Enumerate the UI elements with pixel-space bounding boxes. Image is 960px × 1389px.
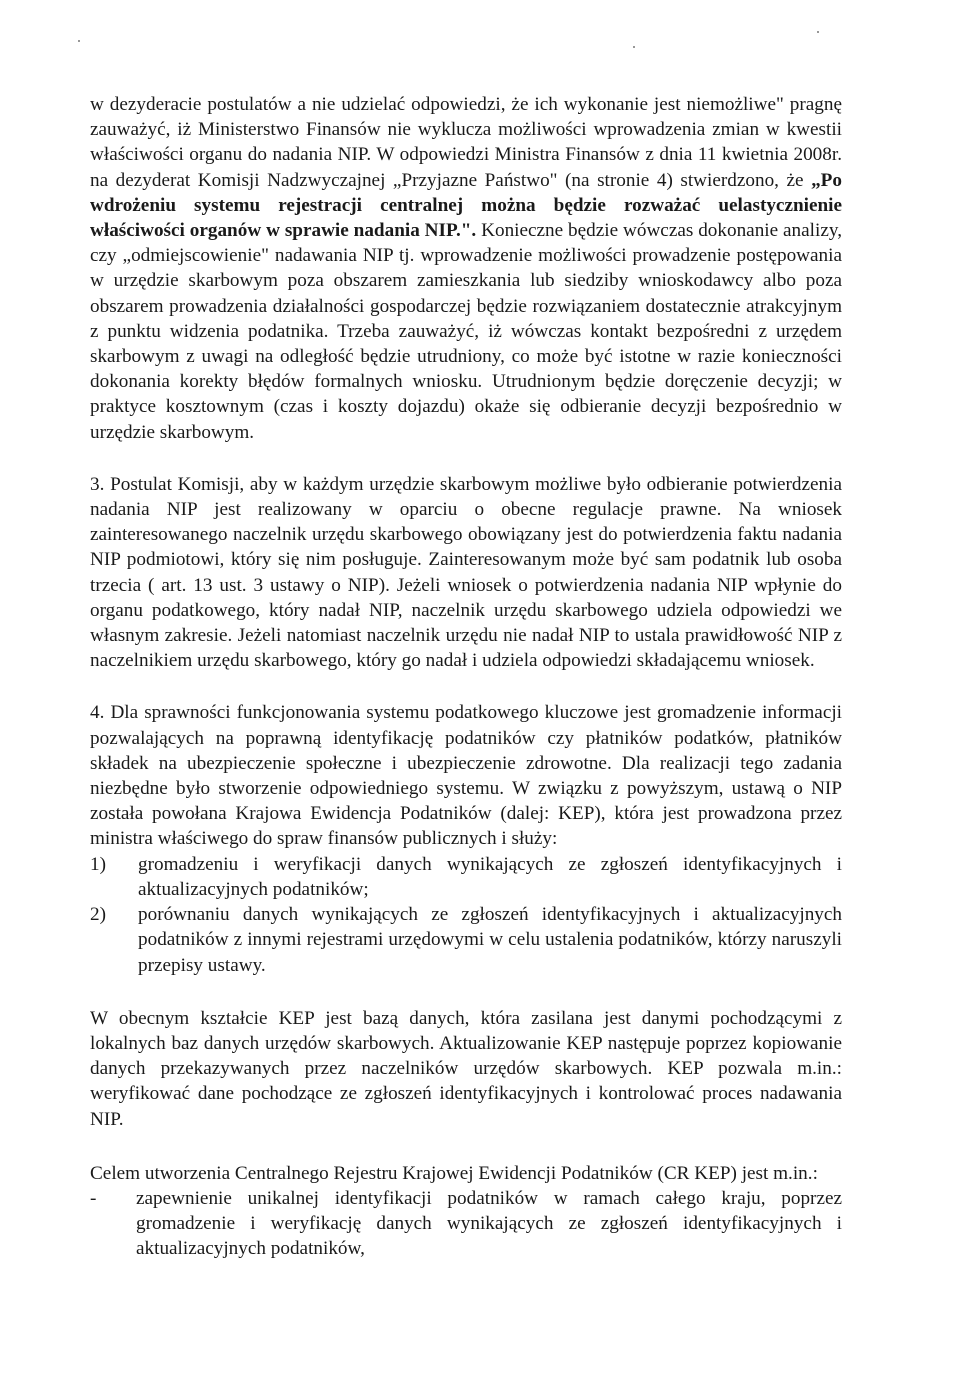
scan-speck [633, 46, 635, 48]
paragraph-kep: W obecnym kształcie KEP jest bazą danych, która zasilana jest danymi pochodzącymi z lokalnych baz danych urzędów skarbowych. Aktualizowanie KEP następuje poprzez kopiowanie danych przekazywanych przez naczelników urzędów skarbowych. KEP pozwala m.in.: weryfikować dane pochodzące ze zgłoszeń identyfikacyjnych i kontrolować proces nadawania NIP. [90, 1007, 842, 1130]
paragraph-cr-kep [90, 1161, 842, 1262]
document-body [90, 92, 842, 1262]
paragraph-1-lead: w dezyderacie postulatów a nie udzielać odpowiedzi, że ich wykonanie jest niemożliwe" pragnę zauważyć, iż Ministerstwo Finansów nie wyklucza możliwości wprowadzenia zmian w kwestii właściwości organu do nadania NIP. W odpowiedzi Ministra Finansów z dnia 11 kwietnia 2008r. na dezyderat Komisji Nadzwyczajnej „Przyjazne Państwo" (na stronie 4) stwierdzono, że [90, 94, 842, 191]
list-item [90, 852, 842, 902]
paragraph-cr-kep-intro: Celem utworzenia Centralnego Rejestru Krajowej Ewidencji Podatników (CR KEP) jest m.in.: [90, 1162, 818, 1184]
point-3: 3. Postulat Komisji, aby w każdym urzędzie skarbowym możliwe było odbieranie potwierdzenia nadania NIP jest realizowany w oparciu o obecne regulacje prawne. Na wniosek zainteresowanego naczelnik urzędu skarbowego obowiązany jest do potwierdzenia faktu nadania NIP podmiotowi, który się nim posługuje. Zainteresowanym może być sam podatnik lub osoba trzecia ( art. 13 ust. 3 ustawy o NIP). Jeżeli wniosek o potwierdzenia nadania NIP wpłynie do organu podatkowego, który nadał NIP, naczelnik urzędu skarbowego udziela odpowiedzi we własnym zakresie. Jeżeli natomiast naczelnik urzędu nie nadał NIP to ustala prawidłowość NIP z naczelnikiem urzędu skarbowego, który go nadał i udziela odpowiedzi składającemu wniosek. [90, 473, 842, 672]
point-4-list [90, 852, 842, 978]
point-4-intro: 4. Dla sprawności funkcjonowania systemu podatkowego kluczowe jest gromadzenie informacji pozwalających na poprawną identyfikację podatników czy płatników podatków, płatników składek na ubezpieczenie społeczne i ubezpieczenie zdrowotne. Dla realizacji tego zadania niezbędne było stworzenie odpowiedniego systemu. W związku z powyższym, ustawą o NIP została powołana Krajowa Ewidencja Podatników (dalej: KEP), która jest prowadzona przez ministra właściwego do spraw finansów publicznych i służy: [90, 702, 842, 850]
list-item [90, 902, 842, 978]
list-item-marker: 2) [90, 904, 106, 926]
list-item [90, 1186, 842, 1262]
paragraph-1-tail: Konieczne będzie wówczas dokonanie analizy, czy „odmiejscowienie" nadawania NIP tj. wprowadzenie możliwości prowadzenie postępowania w urzędzie skarbowym poza obszarem zamieszkania lub siedziby wnioskodawcy albo poza obszarem prowadzenia działalności gospodarczej będzie rozwiązaniem dostatecznie atrakcyjnym z punktu widzenia podatnika. Trzeba zauważyć, iż wówczas kontakt bezpośredni z urzędem skarbowym z uwagi na odległość będzie utrudniony, co może być istotne w razie konieczności dokonania korekty błędów formalnych wniosku. Utrudnionym będzie doręczenie decyzji; w praktyce kosztownym (czas i koszty dojazdu) okaże się odbieranie decyzji bezpośrednio w urzędzie skarbowym. [90, 220, 842, 443]
list-item-text: gromadzeniu i weryfikacji danych wynikających ze zgłoszeń identyfikacyjnych i aktualizacyjnych podatników; [138, 853, 842, 900]
paragraph-1-bold-quote: „Po wdrożeniu systemu rejestracji centralnej można będzie rozważać uelastycznienie właściwości organów w sprawie nadania NIP.". [90, 169, 842, 242]
list-item-marker: - [90, 1187, 97, 1209]
scan-speck [78, 40, 80, 42]
cr-kep-list [90, 1186, 842, 1262]
paragraph-1 [90, 92, 842, 445]
list-item-text: porównaniu danych wynikających ze zgłoszeń identyfikacyjnych i aktualizacyjnych podatników z innymi rejestrami urzędowymi w celu ustalenia podatników, którzy naruszyli przepisy ustawy. [138, 904, 842, 976]
list-item-text: zapewnienie unikalnej identyfikacji podatników w ramach całego kraju, poprzez gromadzenie i weryfikację danych wynikających ze zgłoszeń identyfikacyjnych i aktualizacyjnych podatników, [136, 1187, 842, 1260]
point-4 [90, 700, 842, 977]
list-item-marker: 1) [90, 853, 106, 875]
scan-speck [817, 31, 819, 33]
